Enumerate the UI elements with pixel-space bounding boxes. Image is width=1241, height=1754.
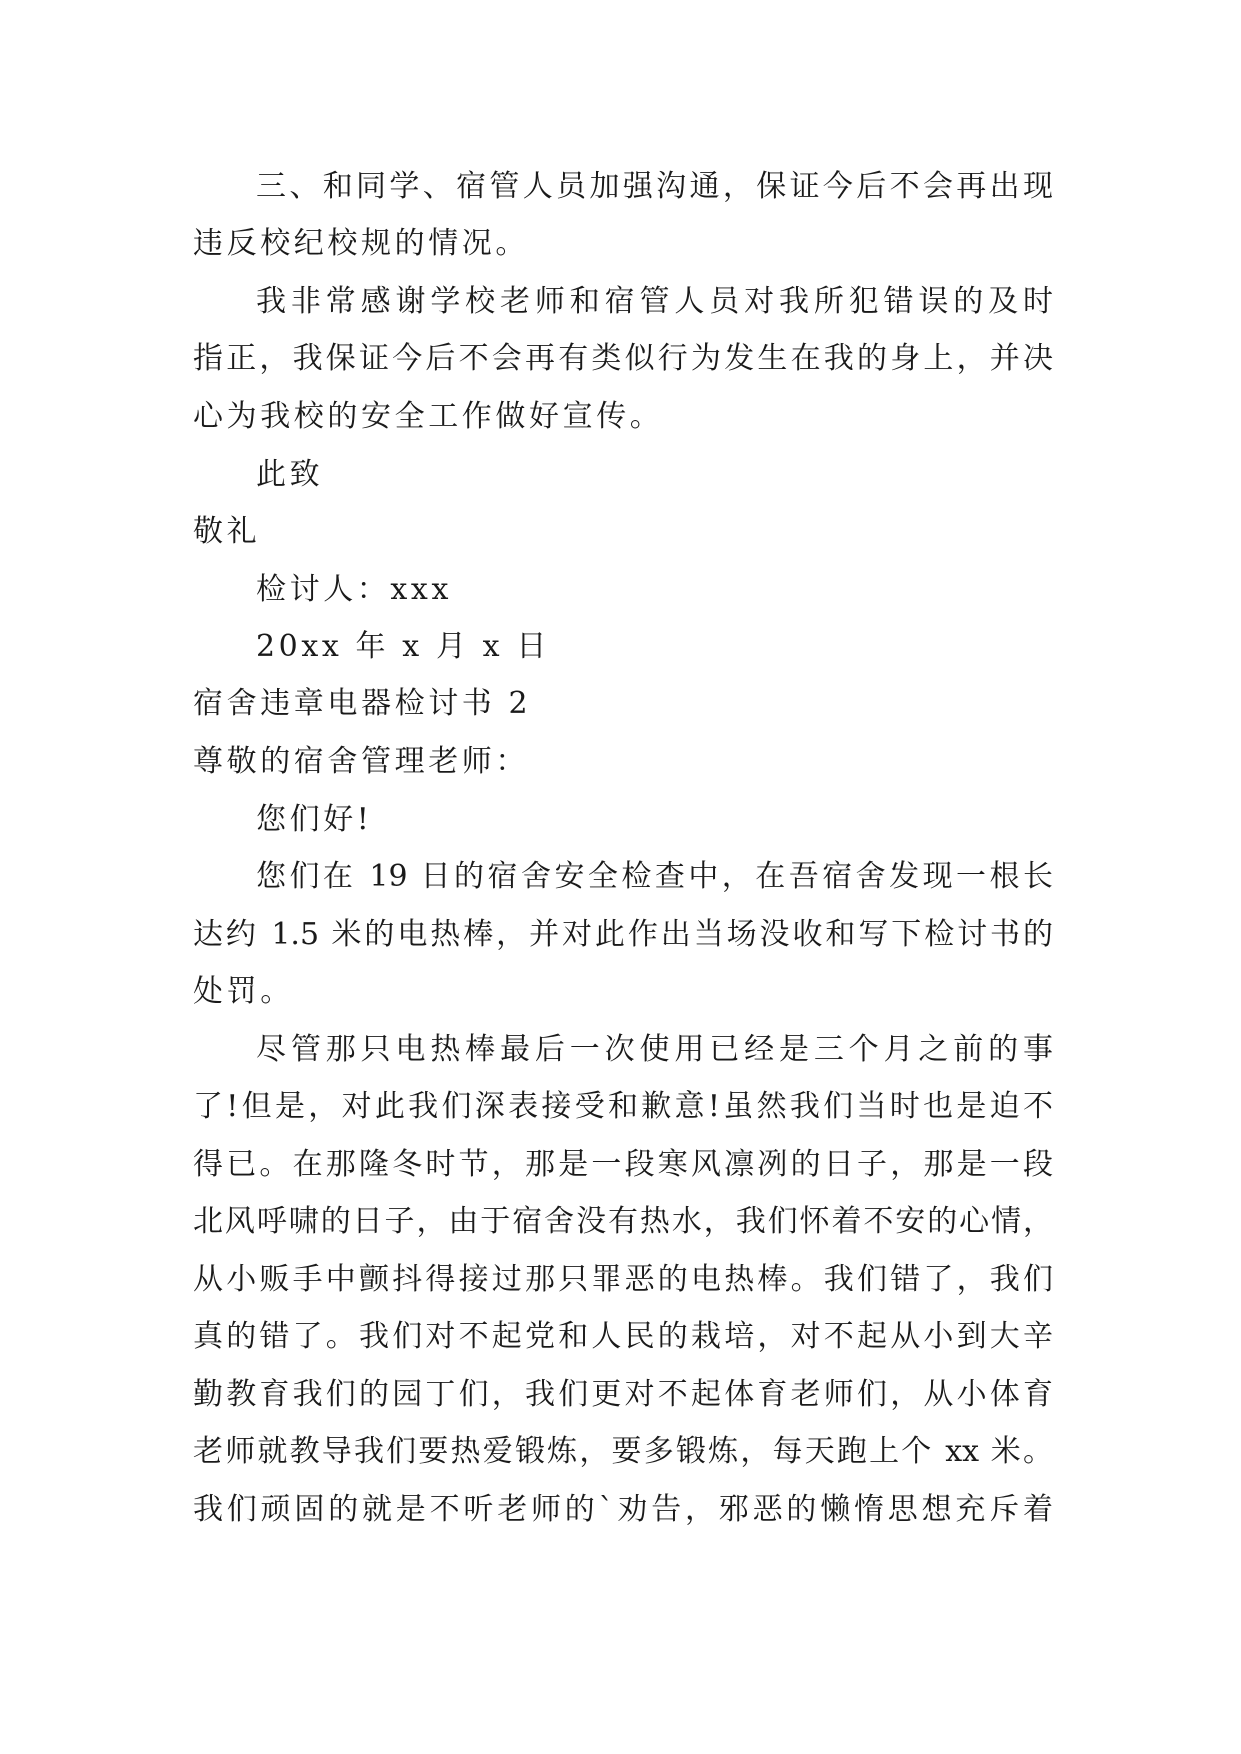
paragraph-line: 心为我校的安全工作做好宣传。	[193, 399, 664, 434]
paragraph-line: 北风呼啸的日子，由于宿舍没有热水，我们怀着不安的心情，	[193, 1204, 1053, 1239]
paragraph-line: 我非常感谢学校老师和宿管人员对我所犯错误的及时	[256, 284, 1053, 319]
paragraph-line: 违反校纪校规的情况。	[193, 226, 529, 261]
paragraph-line: 我们顽固的就是不听老师的`劝告，邪恶的懒惰思想充斥着	[193, 1492, 1053, 1527]
paragraph-line: 处罚。	[193, 974, 294, 1009]
paragraph-line: 指正，我保证今后不会再有类似行为发生在我的身上，并决	[193, 341, 1053, 376]
paragraph-line: 得已。在那隆冬时节，那是一段寒风凛冽的日子，那是一段	[193, 1147, 1053, 1182]
paragraph-line: 三、和同学、宿管人员加强沟通，保证今后不会再出现	[256, 169, 1053, 204]
signature-author: 检讨人：xxx	[256, 572, 452, 607]
paragraph-line: 了!但是，对此我们深表接受和歉意!虽然我们当时也是迫不	[193, 1089, 1053, 1124]
greeting: 您们好!	[256, 802, 373, 837]
closing-salutation: 此致	[256, 457, 324, 492]
closing-regards: 敬礼	[193, 514, 261, 549]
paragraph-line: 老师就教导我们要热爱锻炼，要多锻炼，每天跑上个 xx 米。	[193, 1434, 1053, 1469]
paragraph-line: 您们在 19 日的宿舍安全检查中，在吾宿舍发现一根长	[256, 859, 1053, 894]
paragraph-line: 从小贩手中颤抖得接过那只罪恶的电热棒。我们错了，我们	[193, 1262, 1053, 1297]
paragraph-line: 勤教育我们的园丁们，我们更对不起体育老师们，从小体育	[193, 1377, 1053, 1412]
section-title: 宿舍违章电器检讨书 2	[193, 686, 532, 721]
signature-date: 20xx 年 x 月 x 日	[256, 629, 550, 664]
paragraph-line: 达约 1.5 米的电热棒，并对此作出当场没收和写下检讨书的	[193, 917, 1053, 952]
paragraph-line: 尽管那只电热棒最后一次使用已经是三个月之前的事	[256, 1032, 1053, 1067]
paragraph-line: 真的错了。我们对不起党和人民的栽培，对不起从小到大辛	[193, 1319, 1053, 1354]
greeting-recipient: 尊敬的宿舍管理老师：	[193, 744, 529, 779]
